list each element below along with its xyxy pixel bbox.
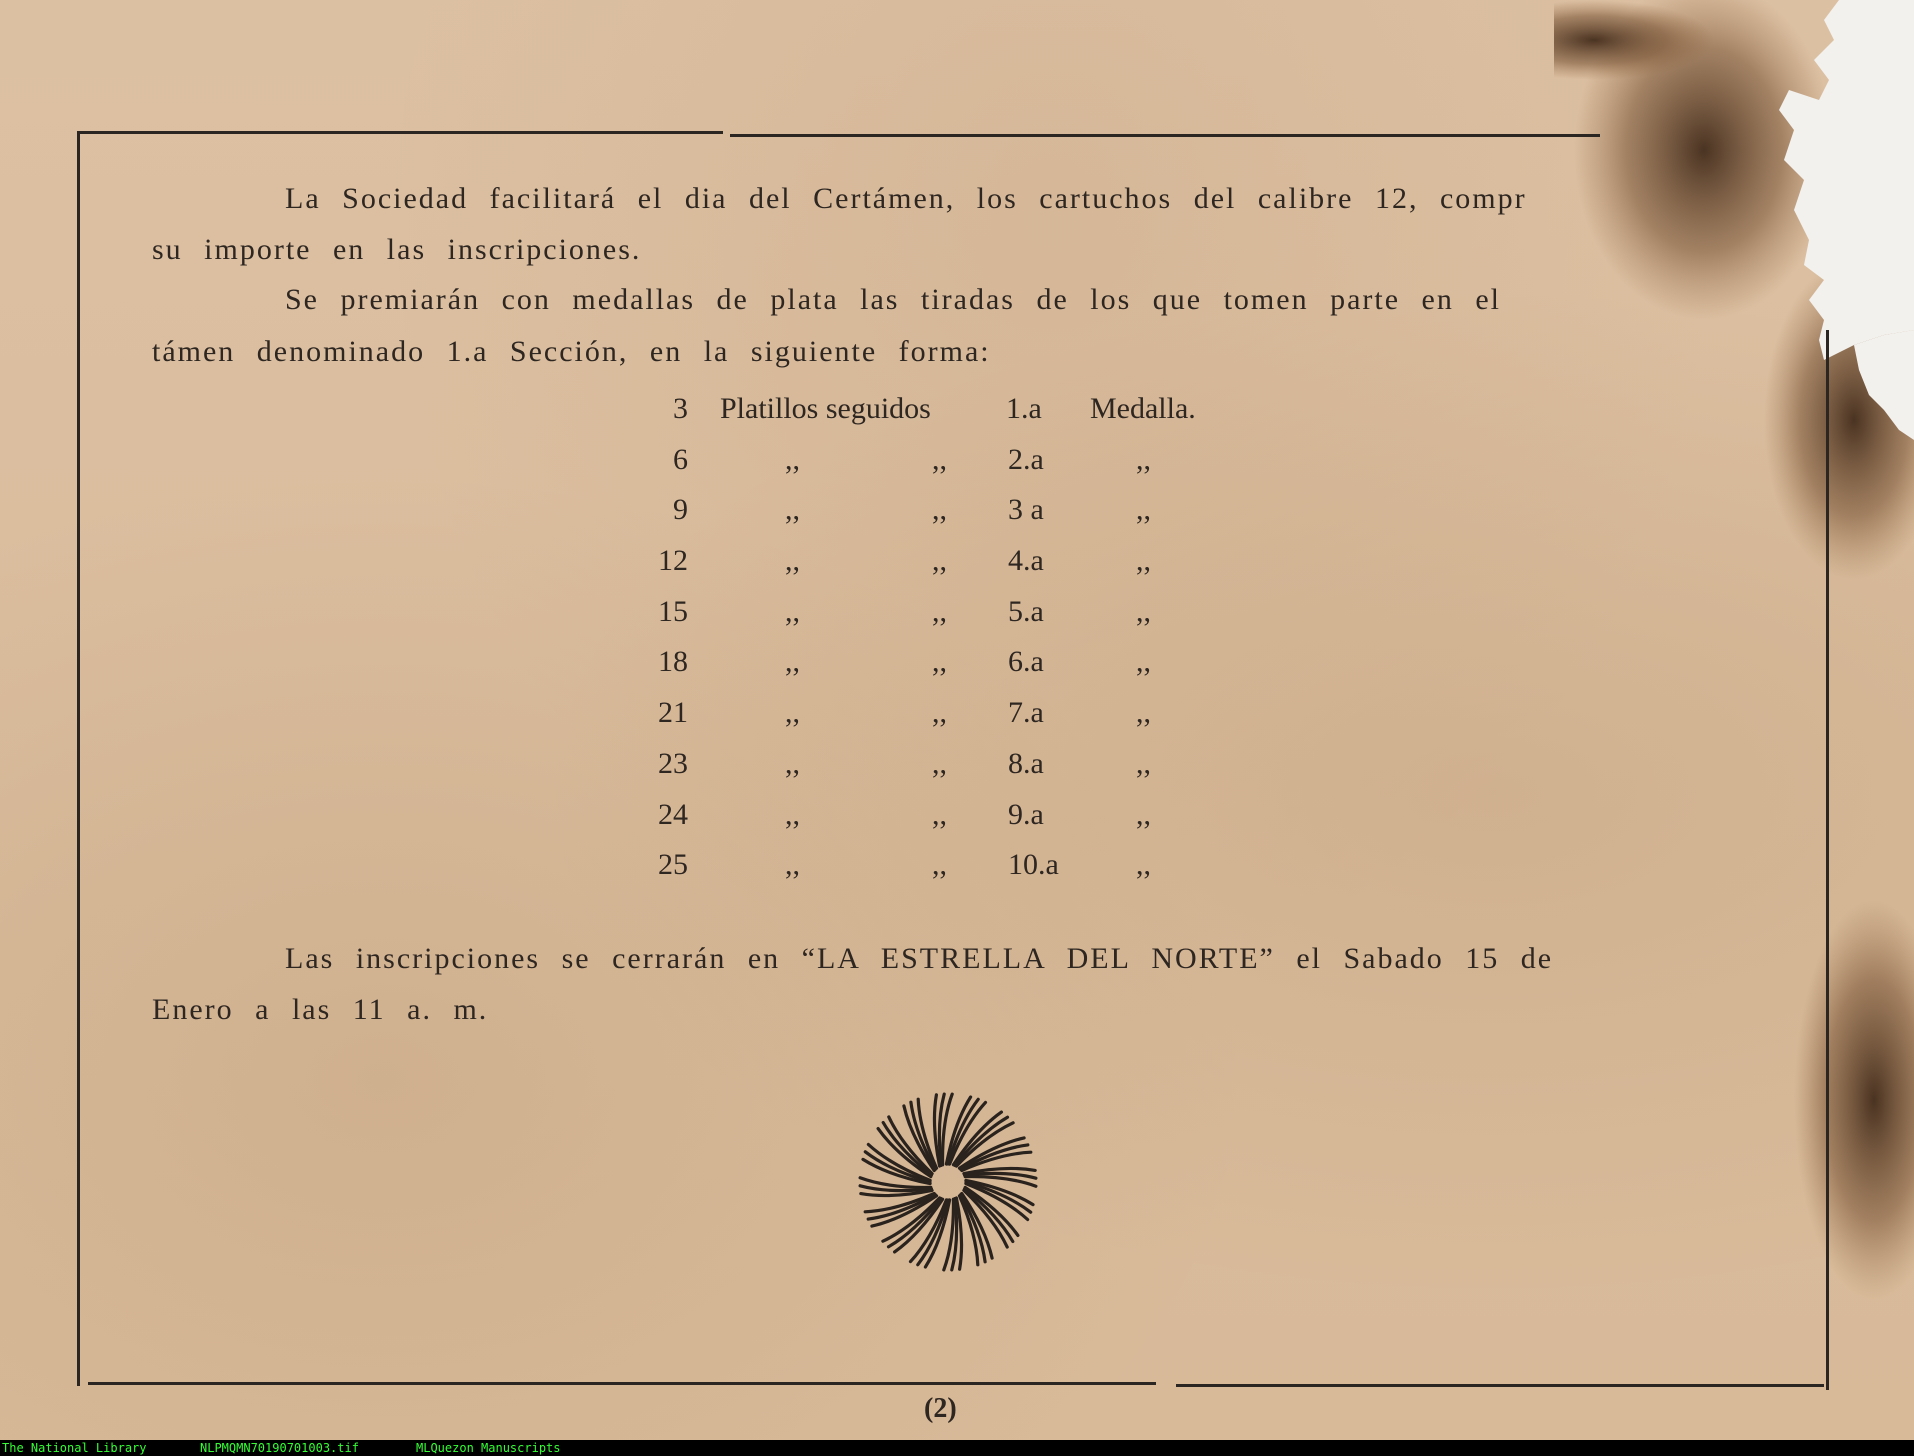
- ditto-mark: ,,: [1136, 848, 1151, 882]
- ditto-mark: ,,: [932, 442, 947, 476]
- ditto-mark: ,,: [785, 645, 800, 679]
- medal-count: 25: [658, 848, 688, 882]
- medal-place: 3 a: [1008, 493, 1044, 527]
- ditto-mark: ,,: [932, 746, 947, 780]
- footer-file-name: NLPMQMN70190701003.tif: [200, 1441, 359, 1455]
- footer-library: The National Library: [2, 1441, 147, 1455]
- paragraph-3-line-2: Enero a las 11 a. m.: [152, 993, 489, 1026]
- paragraph-1-line-2: su importe en las inscripciones.: [152, 233, 642, 266]
- ditto-mark: ,,: [785, 746, 800, 780]
- paragraph-2-line-1: Se premiarán con medallas de plata las tiradas de los que tomen parte en el: [285, 283, 1501, 316]
- ditto-mark: ,,: [1136, 645, 1151, 679]
- ditto-mark: ,,: [785, 797, 800, 831]
- ditto-mark: ,,: [932, 544, 947, 578]
- ditto-mark: ,,: [785, 544, 800, 578]
- medal-count: 9: [673, 493, 688, 527]
- ditto-mark: ,,: [785, 442, 800, 476]
- flower-ornament-icon: [848, 1082, 1048, 1282]
- ditto-mark: ,,: [1136, 442, 1151, 476]
- page-number: (2): [924, 1393, 957, 1424]
- medal-place: 10.a: [1008, 848, 1059, 882]
- medal-place: 5.a: [1008, 594, 1044, 628]
- paragraph-2-line-2: támen denominado 1.a Sección, en la siguiente forma:: [152, 335, 991, 368]
- ditto-mark: ,,: [1136, 493, 1151, 527]
- medal-count: 24: [658, 797, 688, 831]
- medal-count: 23: [658, 746, 688, 780]
- medal-count: 6: [673, 442, 688, 476]
- burnt-edge: [1554, 0, 1914, 1440]
- footer-collection: MLQuezon Manuscripts: [416, 1441, 561, 1455]
- ditto-mark: ,,: [1136, 797, 1151, 831]
- ditto-mark: ,,: [1136, 544, 1151, 578]
- medal-place: 2.a: [1008, 442, 1044, 476]
- ditto-mark: ,,: [785, 493, 800, 527]
- medal-count: 3: [673, 392, 688, 425]
- medal-place: 1.a: [1006, 392, 1042, 425]
- ditto-mark: ,,: [1136, 696, 1151, 730]
- frame-border-left: [77, 131, 80, 1386]
- medal-place: 6.a: [1008, 645, 1044, 679]
- frame-border-bottom-right: [1176, 1384, 1824, 1387]
- ditto-mark: ,,: [932, 493, 947, 527]
- ditto-mark: ,,: [785, 594, 800, 628]
- ditto-mark: ,,: [932, 797, 947, 831]
- medal-place: 8.a: [1008, 746, 1044, 780]
- ditto-mark: ,,: [932, 696, 947, 730]
- paragraph-3-line-1: Las inscripciones se cerrarán en “LA ESTRELLA DEL NORTE” el Sabado 15 de: [285, 942, 1554, 975]
- medal-label: Platillos seguidos: [720, 392, 931, 425]
- ditto-mark: ,,: [785, 696, 800, 730]
- frame-border-top: [78, 131, 723, 134]
- frame-border-right: [1826, 330, 1829, 1390]
- ditto-mark: ,,: [785, 848, 800, 882]
- ditto-mark: ,,: [1136, 746, 1151, 780]
- medal-place: 7.a: [1008, 696, 1044, 730]
- medal-count: 12: [658, 544, 688, 578]
- medal-prize: Medalla.: [1090, 392, 1196, 425]
- archive-footer-bar: [0, 1440, 1914, 1456]
- medal-count: 18: [658, 645, 688, 679]
- medal-place: 4.a: [1008, 544, 1044, 578]
- medal-count: 15: [658, 594, 688, 628]
- ditto-mark: ,,: [932, 594, 947, 628]
- ditto-mark: ,,: [932, 848, 947, 882]
- medal-place: 9.a: [1008, 797, 1044, 831]
- frame-border-bottom: [88, 1382, 1156, 1385]
- ditto-mark: ,,: [1136, 594, 1151, 628]
- frame-border-top-right: [730, 134, 1600, 137]
- medal-count: 21: [658, 696, 688, 730]
- paragraph-1-line-1: La Sociedad facilitará el dia del Certámen, los cartuchos del calibre 12, compr: [285, 182, 1527, 215]
- ditto-mark: ,,: [932, 645, 947, 679]
